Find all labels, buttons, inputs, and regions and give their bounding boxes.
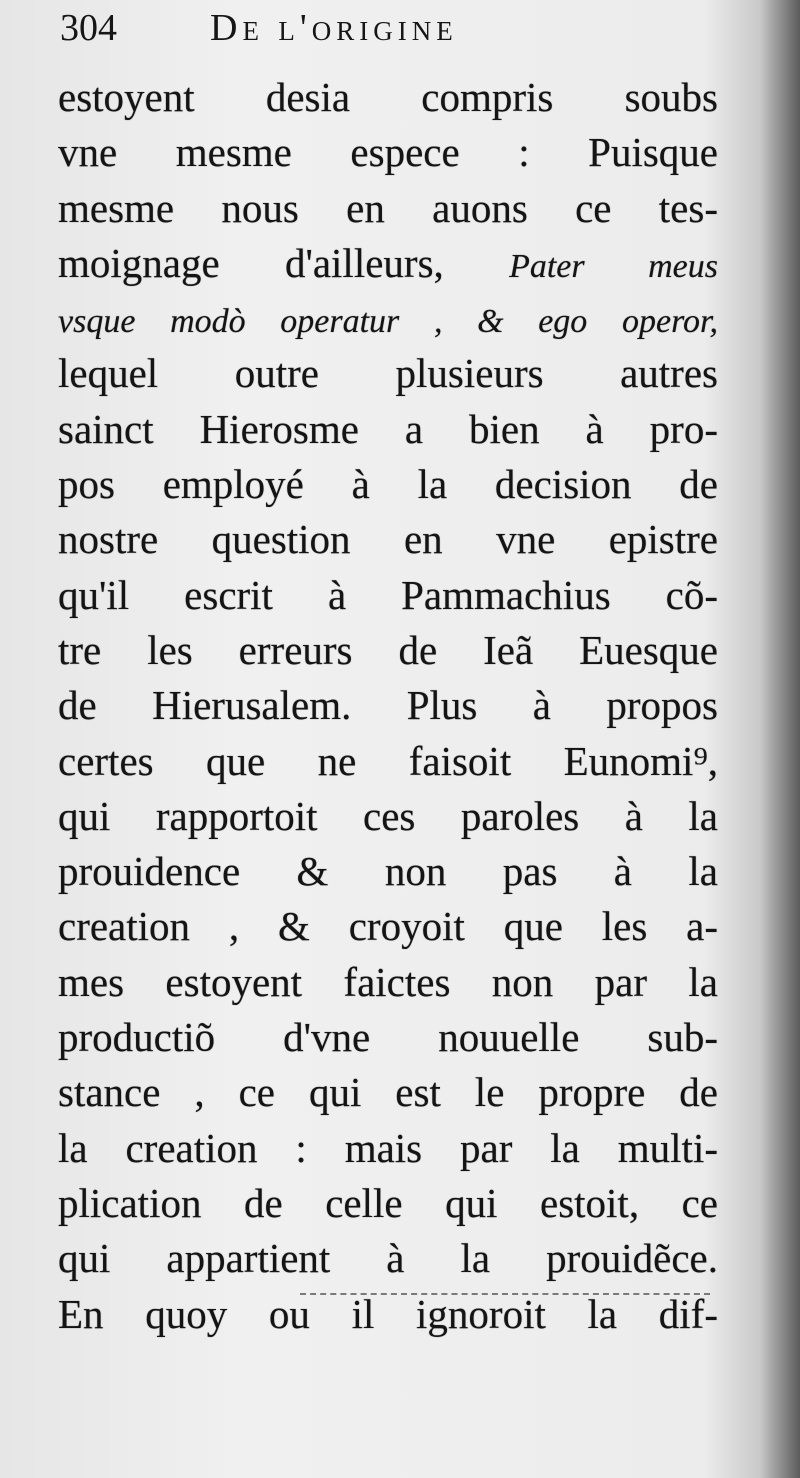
text-line: certes que ne faisoit Eunomi⁹, [58, 737, 718, 784]
text-line: de Hierusalem. Plus à propos [58, 682, 718, 729]
text-line: En quoy ou il ignoroit la dif- [58, 1290, 718, 1337]
body-text [58, 70, 718, 1342]
text-line: la creation : mais par la multi- [58, 1124, 718, 1171]
text-line: estoyent desia compris soubs [58, 74, 718, 120]
text-line: vne mesme espece : Puisque [58, 129, 718, 176]
text-line: prouidence & non pas à la [58, 848, 718, 895]
text-line: creation , & croyoit que les a- [58, 903, 718, 950]
page-edge-shadow [760, 0, 800, 1478]
running-head: De l'origine [210, 7, 458, 49]
text-line: mesme nous en auons ce tes- [58, 184, 718, 231]
page-number: 304 [60, 7, 117, 49]
text-line: qu'il escrit à Pammachius cõ- [58, 571, 718, 618]
text-line: qui appartient à la prouidẽce. [58, 1235, 718, 1282]
text-line: qui rapportoit ces paroles à la [58, 792, 718, 839]
text-line: nostre question en vne epistre [58, 516, 718, 563]
text-line: sainct Hierosme a bien à pro- [58, 405, 718, 452]
text-line: productiõ d'vne nouuelle sub- [58, 1014, 718, 1061]
text-line: tre les erreurs de Ieã Euesque [58, 626, 718, 673]
latin-quote: vsque modò operatur , & ego operor, [58, 303, 718, 341]
text-line: lequel outre plusieurs autres [58, 350, 718, 397]
text-line: stance , ce qui est le propre de [58, 1069, 718, 1116]
print-artifact-dots [300, 1293, 710, 1301]
text-line: mes estoyent faictes non par la [58, 958, 718, 1005]
text-line [58, 291, 718, 346]
page-header [60, 6, 720, 62]
text-line: moignage d'ailleurs, Pater meus [58, 239, 718, 286]
latin-quote: Pater meus [509, 247, 718, 285]
text-line: plication de celle qui estoit, ce [58, 1179, 718, 1226]
text-line: pos employé à la decision de [58, 461, 718, 508]
